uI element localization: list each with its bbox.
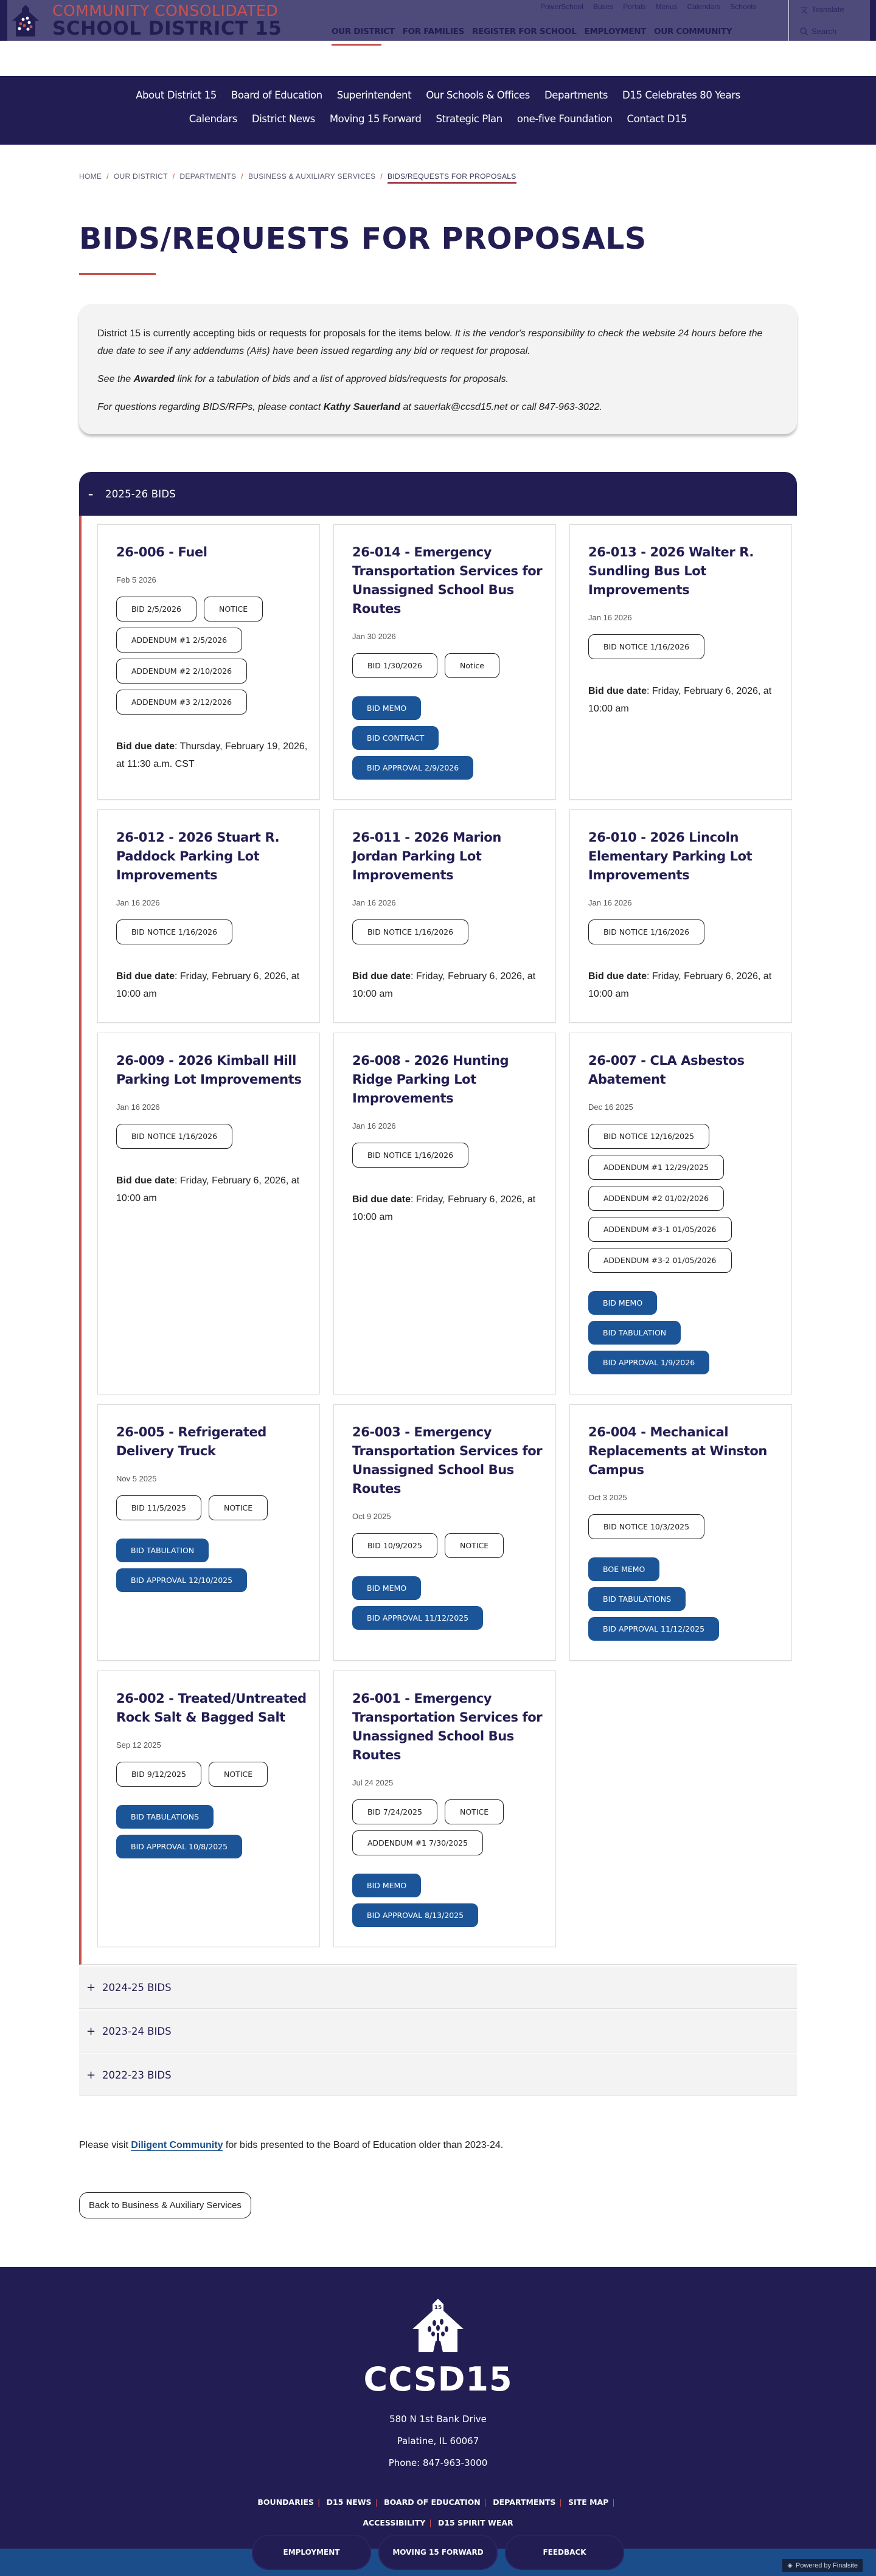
subnav-d15-celebrates-80[interactable]: D15 Celebrates 80 Years <box>622 89 740 101</box>
breadcrumb-current: BIDS/REQUESTS FOR PROPOSALS <box>388 172 516 184</box>
award-documents <box>116 1805 310 1858</box>
footer-link-board-of-education[interactable]: BOARD OF EDUCATION <box>384 2498 481 2507</box>
document-links <box>588 1514 782 1539</box>
accordion-header-2025-26[interactable] <box>79 472 797 516</box>
document-link-button[interactable]: BID 1/30/2026 <box>352 653 437 678</box>
award-documents <box>588 1557 782 1641</box>
utility-links <box>540 2 756 11</box>
nav-register-for-school[interactable]: REGISTER FOR SCHOOL <box>471 27 577 36</box>
award-document-button[interactable]: BID APPROVAL 2/9/2026 <box>352 756 473 780</box>
section-sub-nav <box>0 76 876 145</box>
document-link-button[interactable]: NOTICE <box>204 597 263 621</box>
bid-card-date: Jan 16 2026 <box>588 613 632 622</box>
bid-card-title: 26-002 - Treated/Untreated Rock Salt & Bagged Salt <box>116 1691 307 1725</box>
bid-card <box>333 1671 556 1947</box>
bid-card <box>333 1033 556 1394</box>
document-link-button[interactable]: BID NOTICE 1/16/2026 <box>116 919 232 944</box>
header-left-edge <box>0 0 7 41</box>
document-links <box>588 634 782 659</box>
document-link-button[interactable]: BID NOTICE 10/3/2025 <box>588 1514 704 1539</box>
expand-icon: + <box>86 1981 96 1994</box>
footer-separator: | <box>318 2498 321 2507</box>
award-document-button[interactable]: BID APPROVAL 11/12/2025 <box>588 1617 719 1641</box>
document-links <box>116 1495 310 1520</box>
powered-by-label: Powered by Finalsite <box>795 2561 858 2569</box>
finalsite-icon: ◈ <box>787 2562 793 2569</box>
intro-text: See the <box>97 374 134 384</box>
district-logo-link[interactable] <box>7 0 282 41</box>
bid-due-date <box>116 1172 310 1207</box>
sub-nav-row-2 <box>0 113 876 125</box>
header-nav <box>332 0 849 41</box>
footer-brand: CCSD15 <box>363 2360 513 2398</box>
document-link-button[interactable]: BID NOTICE 1/16/2026 <box>588 919 704 944</box>
bid-due-date <box>588 968 782 1003</box>
document-link-button[interactable]: BID NOTICE 1/16/2026 <box>352 1143 468 1168</box>
subnav-district-news[interactable]: District News <box>251 113 315 125</box>
bid-card <box>97 1671 320 1947</box>
bid-card-title: 26-007 - CLA Asbestos Abatement <box>588 1053 745 1087</box>
due-colon: : <box>175 971 180 982</box>
footer-address <box>0 2408 876 2474</box>
document-link-button[interactable]: BID 7/24/2025 <box>352 1799 437 1824</box>
due-colon: : <box>175 1175 180 1186</box>
award-documents <box>352 1576 546 1630</box>
svg-text:15: 15 <box>434 2305 442 2311</box>
due-value: Friday, February 6, 2026, at 10:00 am <box>116 1175 300 1203</box>
active-nav-underline <box>332 44 381 46</box>
intro-paragraph-3 <box>97 398 779 416</box>
bid-card <box>333 524 556 800</box>
subnav-strategic-plan[interactable]: Strategic Plan <box>436 113 502 125</box>
bid-card <box>97 809 320 1023</box>
bid-card-date: Jan 16 2026 <box>352 1121 396 1130</box>
award-document-button[interactable]: BID TABULATIONS <box>116 1805 214 1829</box>
footer-link-spirit-wear[interactable]: D15 SPIRIT WEAR <box>437 2518 513 2527</box>
collapse-icon: – <box>88 488 94 500</box>
util-link-buses[interactable]: Buses <box>593 2 614 11</box>
breadcrumb <box>79 172 876 184</box>
intro-callout <box>79 304 797 434</box>
bid-card-grid <box>97 524 786 1947</box>
breadcrumb-business-auxiliary[interactable]: BUSINESS & AUXILIARY SERVICES <box>248 172 376 181</box>
bid-card <box>97 1404 320 1661</box>
document-links <box>116 1124 310 1149</box>
document-link-button[interactable]: NOTICE <box>209 1495 268 1520</box>
due-colon: : <box>647 971 652 982</box>
document-links <box>116 597 310 715</box>
bid-card-title: 26-011 - 2026 Marion Jordan Parking Lot Improvements <box>352 830 501 882</box>
bid-card <box>333 809 556 1023</box>
contact-name: Kathy Sauerland <box>323 402 400 412</box>
intro-text: at sauerlak@ccsd15.net or call 847-963-3022. <box>400 402 602 412</box>
bid-card-title: 26-008 - 2026 Hunting Ridge Parking Lot Improvements <box>352 1053 509 1106</box>
expand-icon: + <box>86 2024 96 2038</box>
bid-due-date <box>588 682 782 718</box>
subnav-one-five-foundation[interactable]: one-five Foundation <box>516 113 613 125</box>
document-link-button[interactable]: Notice <box>445 653 499 678</box>
document-links <box>352 1799 546 1855</box>
document-link-button[interactable]: ADDENDUM #1 12/29/2025 <box>588 1155 724 1180</box>
document-link-button[interactable]: BID NOTICE 1/16/2026 <box>588 634 704 659</box>
breadcrumb-separator: / <box>106 172 109 181</box>
nav-employment[interactable]: EMPLOYMENT <box>584 27 647 36</box>
footer-separator: | <box>559 2498 562 2507</box>
util-link-menus[interactable]: Menus <box>655 2 678 11</box>
accordion-label: 2023-24 BIDS <box>102 2025 172 2037</box>
award-documents <box>352 696 546 780</box>
award-document-button[interactable]: BID TABULATIONS <box>588 1587 686 1611</box>
breadcrumb-separator: / <box>241 172 243 181</box>
note-text: for bids presented to the Board of Education older than 2023-24. <box>223 2140 504 2150</box>
document-links <box>352 1143 546 1168</box>
footer-link-accessibility[interactable]: ACCESSIBILITY <box>363 2518 426 2527</box>
main-nav <box>332 27 732 36</box>
award-document-button[interactable]: BID CONTRACT <box>352 726 439 750</box>
bid-due-date <box>116 738 310 773</box>
footer-separator: | <box>484 2498 487 2507</box>
bid-card-date: Dec 16 2025 <box>588 1103 633 1112</box>
note-text: Please visit <box>79 2140 131 2150</box>
awarded-emphasis: Awarded <box>133 374 175 384</box>
bid-due-date <box>116 968 310 1003</box>
header-right-edge <box>870 0 876 41</box>
footer-link-d15-news[interactable]: D15 NEWS <box>326 2498 372 2507</box>
bids-accordion <box>79 472 797 2096</box>
award-document-button[interactable]: BID MEMO <box>352 1874 421 1897</box>
bid-due-date <box>352 1191 546 1226</box>
nav-our-district[interactable]: OUR DISTRICT <box>332 27 395 36</box>
document-link-button[interactable]: BID 2/5/2026 <box>116 597 196 621</box>
address-line: 580 N 1st Bank Drive <box>389 2414 487 2425</box>
award-document-button[interactable]: BOE MEMO <box>588 1557 659 1581</box>
site-footer <box>0 2267 876 2576</box>
search-icon <box>800 27 808 35</box>
document-link-button[interactable]: BID NOTICE 12/16/2025 <box>588 1124 709 1149</box>
bid-card-title: 26-010 - 2026 Lincoln Elementary Parking Lot Improvements <box>588 830 753 882</box>
bid-card-date: Oct 3 2025 <box>588 1493 627 1502</box>
document-link-button[interactable]: NOTICE <box>445 1533 504 1558</box>
bid-card <box>569 1404 792 1661</box>
logo-line-2: SCHOOL DISTRICT 15 <box>52 17 282 40</box>
bid-card-date: Feb 5 2026 <box>116 575 156 584</box>
subnav-superintendent[interactable]: Superintendent <box>336 89 412 101</box>
subnav-about-district-15[interactable]: About District 15 <box>136 89 217 101</box>
bid-card-date: Jan 16 2026 <box>352 898 396 907</box>
expand-icon: + <box>86 2068 96 2082</box>
bid-card-title: 26-014 - Emergency Transportation Services for Unassigned School Bus Routes <box>352 545 543 616</box>
bid-card-title: 26-005 - Refrigerated Delivery Truck <box>116 1425 266 1458</box>
document-link-button[interactable]: ADDENDUM #3-2 01/05/2026 <box>588 1248 732 1273</box>
due-value: Thursday, February 19, 2026, at 11:30 a.m. CST <box>116 741 308 769</box>
bid-card <box>333 1404 556 1661</box>
subnav-board-of-education[interactable]: Board of Education <box>231 89 322 101</box>
footer-link-site-map[interactable]: SITE MAP <box>568 2498 609 2507</box>
due-colon: : <box>411 1194 416 1205</box>
due-colon: : <box>647 686 652 696</box>
sub-nav-row-1 <box>0 89 876 101</box>
document-links <box>116 1762 310 1787</box>
bid-card-date: Jan 30 2026 <box>352 632 396 641</box>
footer-separator: | <box>375 2498 378 2507</box>
bid-card-title: 26-012 - 2026 Stuart R. Paddock Parking Lot Improvements <box>116 830 280 882</box>
address-city: Palatine, IL 60067 <box>397 2436 479 2446</box>
diligent-community-link[interactable]: Diligent Community <box>131 2140 223 2150</box>
award-document-button[interactable]: BID APPROVAL 11/12/2025 <box>352 1606 483 1630</box>
bid-card <box>569 524 792 800</box>
util-link-schools[interactable]: Schools <box>730 2 756 11</box>
page-title: BIDS/REQUESTS FOR PROPOSALS <box>79 221 647 256</box>
due-value: Friday, February 6, 2026, at 10:00 am <box>116 971 300 999</box>
due-label: Bid due date <box>352 1194 411 1205</box>
intro-text: link for a tabulation of bids and a list of approved bids/requests for proposals. <box>175 374 509 384</box>
nav-for-families[interactable]: FOR FAMILIES <box>402 27 464 36</box>
due-label: Bid due date <box>588 686 647 696</box>
document-links <box>352 1533 546 1558</box>
translate-button[interactable] <box>800 4 844 15</box>
award-document-button[interactable]: BID APPROVAL 12/10/2025 <box>116 1568 247 1592</box>
title-rule <box>79 273 156 275</box>
schoolhouse-logo-icon <box>408 2297 468 2353</box>
due-value: Friday, February 6, 2026, at 10:00 am <box>588 686 772 714</box>
award-document-button[interactable]: BID TABULATION <box>116 1539 209 1562</box>
award-documents <box>588 1291 782 1374</box>
due-label: Bid due date <box>116 971 175 982</box>
intro-paragraph-2 <box>97 370 779 388</box>
award-document-button[interactable]: BID APPROVAL 8/13/2025 <box>352 1903 478 1927</box>
header-spacer <box>0 41 876 76</box>
bid-card-title: 26-001 - Emergency Transportation Services for Unassigned School Bus Routes <box>352 1691 543 1762</box>
util-link-powerschool[interactable]: PowerSchool <box>540 2 583 11</box>
footer-link-departments[interactable]: DEPARTMENTS <box>493 2498 556 2507</box>
older-bids-note <box>79 2140 876 2151</box>
intro-text: For questions regarding BIDS/RFPs, please contact <box>97 402 324 412</box>
intro-paragraph-1 <box>97 325 779 360</box>
document-link-button[interactable]: ADDENDUM #2 2/10/2026 <box>116 659 247 684</box>
award-documents <box>116 1539 310 1592</box>
address-phone: Phone: 847-963-3000 <box>388 2457 488 2468</box>
due-colon: : <box>411 971 416 982</box>
breadcrumb-our-district[interactable]: OUR DISTRICT <box>113 172 168 181</box>
award-document-button[interactable]: BID MEMO <box>588 1291 657 1315</box>
subnav-calendars[interactable]: Calendars <box>189 113 237 125</box>
bid-card-date: Jan 16 2026 <box>116 1103 160 1112</box>
search-button[interactable] <box>800 27 836 36</box>
document-links <box>352 653 546 678</box>
accordion-header-2024-25[interactable] <box>79 1965 797 2009</box>
document-link-button[interactable]: BID 11/5/2025 <box>116 1495 201 1520</box>
footer-moving-15-forward-button[interactable]: MOVING 15 FORWARD <box>378 2535 498 2570</box>
bid-card-date: Jul 24 2025 <box>352 1778 394 1787</box>
footer-link-boundaries[interactable]: BOUNDARIES <box>257 2498 315 2507</box>
due-label: Bid due date <box>352 971 411 982</box>
breadcrumb-home[interactable]: HOME <box>79 172 102 181</box>
footer-employment-button[interactable]: EMPLOYMENT <box>252 2535 371 2570</box>
subnav-moving-15-forward[interactable]: Moving 15 Forward <box>329 113 422 125</box>
due-value: Friday, February 6, 2026, at 10:00 am <box>352 1194 536 1222</box>
document-link-button[interactable]: ADDENDUM #3 2/12/2026 <box>116 690 247 715</box>
footer-pill-buttons <box>0 2535 876 2570</box>
bid-card-date: Nov 5 2025 <box>116 1474 157 1483</box>
document-link-button[interactable]: BID NOTICE 1/16/2026 <box>116 1124 232 1149</box>
due-label: Bid due date <box>116 741 175 752</box>
award-document-button[interactable]: BID MEMO <box>352 1576 421 1600</box>
util-link-calendars[interactable]: Calendars <box>687 2 721 11</box>
document-link-button[interactable]: ADDENDUM #3-1 01/05/2026 <box>588 1217 732 1242</box>
accordion-panel-2025-26 <box>79 516 797 1965</box>
subnav-our-schools-offices[interactable]: Our Schools & Offices <box>426 89 530 101</box>
document-links <box>352 919 546 944</box>
header-divider <box>788 0 789 41</box>
breadcrumb-departments[interactable]: DEPARTMENTS <box>179 172 237 181</box>
due-value: Friday, February 6, 2026, at 10:00 am <box>588 971 772 999</box>
document-link-button[interactable]: BID NOTICE 1/16/2026 <box>352 919 468 944</box>
due-label: Bid due date <box>116 1175 175 1186</box>
award-document-button[interactable]: BID TABULATION <box>588 1321 681 1345</box>
award-document-button[interactable]: BID APPROVAL 10/8/2025 <box>116 1835 242 1858</box>
award-documents <box>352 1874 546 1927</box>
due-value: Friday, February 6, 2026, at 10:00 am <box>352 971 536 999</box>
breadcrumb-separator: / <box>172 172 175 181</box>
document-link-button[interactable]: BID 9/12/2025 <box>116 1762 201 1787</box>
bid-card-title: 26-013 - 2026 Walter R. Sundling Bus Lot Improvements <box>588 545 754 597</box>
document-link-button[interactable]: ADDENDUM #2 01/02/2026 <box>588 1186 724 1211</box>
document-link-button[interactable]: BID 10/9/2025 <box>352 1533 437 1558</box>
breadcrumb-separator: / <box>380 172 383 181</box>
back-to-business-button[interactable]: Back to Business & Auxiliary Services <box>79 2192 251 2218</box>
bid-card-date: Jan 16 2026 <box>116 898 160 907</box>
bid-card <box>569 1033 792 1394</box>
bid-due-date <box>352 968 546 1003</box>
subnav-contact-d15[interactable]: Contact D15 <box>627 113 687 125</box>
accordion-header-2023-24[interactable] <box>79 2009 797 2052</box>
nav-our-community[interactable]: OUR COMMUNITY <box>654 27 732 36</box>
footer-separator: | <box>612 2498 615 2507</box>
bid-card-date: Sep 12 2025 <box>116 1740 161 1750</box>
intro-italic-text: It is the vendor's responsibility to check the website 24 hours before the due date to see if any addendums (A#s) have been issued regarding any bid or request for proposal. <box>97 328 763 356</box>
document-link-button[interactable]: NOTICE <box>209 1762 268 1787</box>
schoolhouse-logo-icon <box>11 4 40 38</box>
bid-card-title: 26-003 - Emergency Transportation Services for Unassigned School Bus Routes <box>352 1425 543 1496</box>
bid-card <box>97 524 320 800</box>
powered-by-finalsite-link[interactable] <box>782 2559 863 2572</box>
due-label: Bid due date <box>588 971 647 982</box>
site-header <box>0 0 876 41</box>
bid-card <box>569 809 792 1023</box>
translate-label: Translate <box>812 5 844 14</box>
document-link-button[interactable]: NOTICE <box>445 1799 504 1824</box>
footer-links <box>225 2492 651 2533</box>
bid-card <box>97 1033 320 1394</box>
footer-separator: | <box>429 2518 432 2527</box>
search-label: Search <box>812 27 837 36</box>
award-document-button[interactable]: BID APPROVAL 1/9/2026 <box>588 1351 709 1374</box>
document-link-button[interactable]: ADDENDUM #1 7/30/2025 <box>352 1830 483 1855</box>
document-links <box>588 1124 782 1273</box>
bid-card-date: Oct 9 2025 <box>352 1512 391 1521</box>
accordion-label: 2022-23 BIDS <box>102 2069 172 2081</box>
accordion-label: 2024-25 BIDS <box>102 1981 172 1993</box>
bid-card-title: 26-004 - Mechanical Replacements at Winston Campus <box>588 1425 767 1477</box>
document-link-button[interactable]: ADDENDUM #1 2/5/2026 <box>116 628 242 653</box>
document-links <box>588 919 782 944</box>
accordion-header-2022-23[interactable] <box>79 2052 797 2096</box>
util-link-portals[interactable]: Portals <box>623 2 646 11</box>
bid-card-title: 26-006 - Fuel <box>116 545 207 559</box>
bid-card-date: Jan 16 2026 <box>588 898 632 907</box>
subnav-departments[interactable]: Departments <box>544 89 608 101</box>
logo-line-1: COMMUNITY CONSOLIDATED <box>52 1 279 19</box>
accordion-label: 2025-26 BIDS <box>105 488 176 500</box>
due-colon: : <box>175 741 180 752</box>
bid-card-title: 26-009 - 2026 Kimball Hill Parking Lot Improvements <box>116 1053 302 1087</box>
footer-feedback-button[interactable]: FEEDBACK <box>505 2535 624 2570</box>
intro-text: District 15 is currently accepting bids or requests for proposals for the items below. <box>97 328 455 339</box>
document-links <box>116 919 310 944</box>
translate-icon: 文 <box>800 5 808 15</box>
award-document-button[interactable]: BID MEMO <box>352 696 421 720</box>
